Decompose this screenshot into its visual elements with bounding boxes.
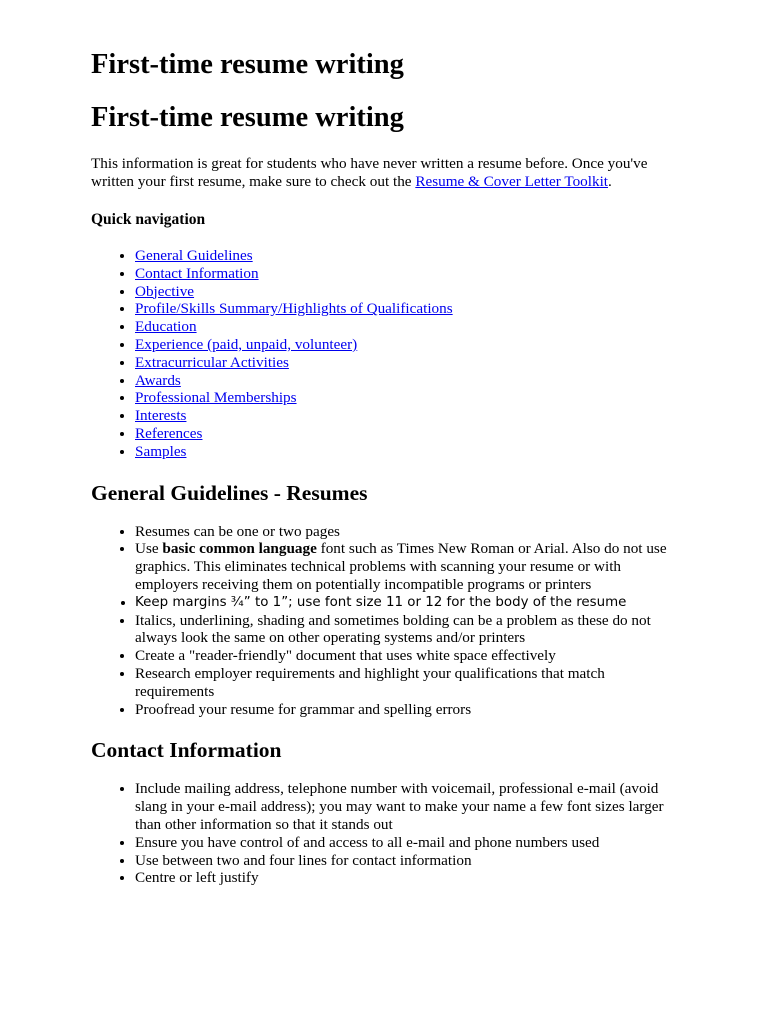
nav-link-profile-skills[interactable]: Profile/Skills Summary/Highlights of Qualifications [135,300,453,318]
quick-navigation-list [91,247,677,461]
bullet-text: Use [135,540,163,558]
list-item: • Italics, underlining, shading and sometimes bolding can be a problem as these do not always look the same on other operating systems and/or printers [135,612,677,648]
nav-link-contact-information[interactable]: Contact Information [135,264,259,282]
list-item [135,443,677,461]
list-item: • Resumes can be one or two pages [135,523,677,541]
contact-information-list [91,780,677,887]
nav-link-objective[interactable]: Objective [135,282,195,300]
list-item [135,283,677,301]
general-guidelines-heading: General Guidelines - Resumes [91,480,368,505]
list-item [135,372,677,390]
nav-link-general-guidelines[interactable]: General Guidelines [135,247,253,264]
page-title-repeat: First-time resume writing [91,102,404,133]
nav-link-interests[interactable]: Interests [135,407,187,425]
toolkit-link[interactable]: Resume & Cover Letter Toolkit [415,173,609,190]
nav-link-samples[interactable]: Samples [135,442,187,460]
nav-link-awards[interactable]: Awards [135,371,181,389]
bullet-text: font such as Times New Roman or Arial. Also do not use graphics. This eliminates technical problems with scanning your resume or with employers receiving them on potentially incompatible programs or printers [135,540,667,593]
intro-text: This information is great for students who have never written a resume before. Once you've written your first resume, make sure to check out the [91,155,648,190]
nav-link-extracurricular[interactable]: Extracurricular Activities [135,353,289,371]
nav-link-references[interactable]: References [135,424,203,442]
list-item [135,336,677,354]
quick-navigation-heading: Quick navigation [91,211,206,228]
list-item: • Create a "reader-friendly" document that uses white space effectively [135,647,677,665]
nav-link-professional-memberships[interactable]: Professional Memberships [135,389,297,407]
intro-text-end: . [608,173,612,190]
list-item [135,389,677,407]
list-item: • Proofread your resume for grammar and spelling errors [135,701,677,719]
list-item: • Research employer requirements and highlight your qualifications that match requirements [135,665,677,701]
list-item: • Keep margins ¾” to 1”; use font size 11 or 12 for the body of the resume [135,594,677,612]
list-item [135,354,677,372]
list-item: • Use between two and four lines for contact information [135,852,677,870]
list-item: • Ensure you have control of and access to all e-mail and phone numbers used [135,834,677,852]
list-item [135,265,677,283]
list-item [135,425,677,443]
list-item: • Include mailing address, telephone number with voicemail, professional e-mail (avoid slang in your e-mail address); you may want to make your name a few font sizes larger than other information so that it stands out [135,780,677,833]
nav-link-education[interactable]: Education [135,318,197,336]
nav-link-experience[interactable]: Experience (paid, unpaid, volunteer) [135,335,358,353]
bold-text: basic common language [162,540,317,558]
list-item [135,300,677,318]
list-item [135,407,677,425]
page-title: First-time resume writing [91,49,404,80]
intro-paragraph [91,155,677,191]
general-guidelines-list [91,523,677,719]
list-item [135,247,677,265]
list-item [135,540,677,593]
contact-information-heading: Contact Information [91,738,282,763]
list-item [135,318,677,336]
list-item: • Centre or left justify [135,869,677,887]
